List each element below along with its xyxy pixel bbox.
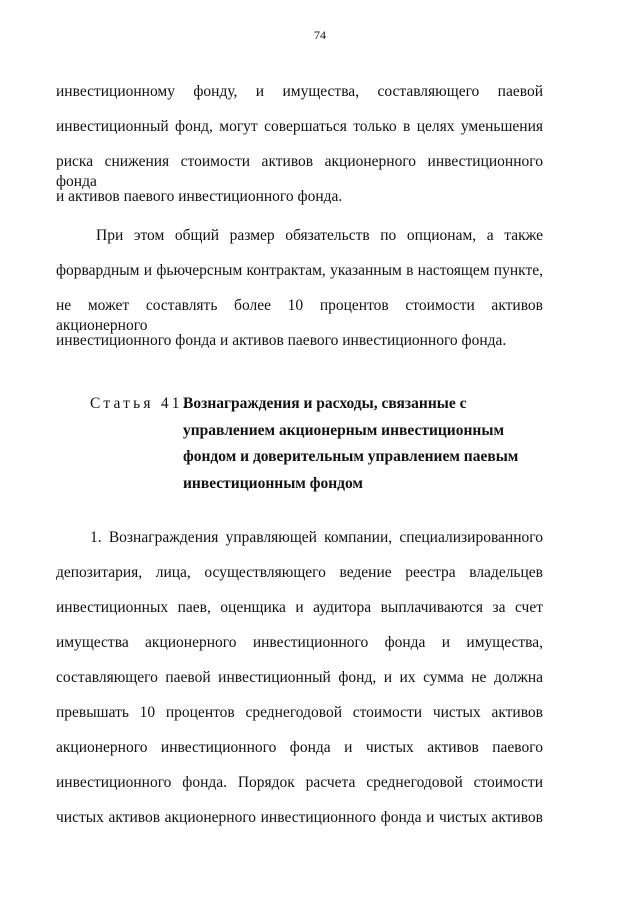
text-line: форвардным и фьючерсным контрактам, указанным в настоящем пункте, <box>56 262 543 279</box>
text-line: превышать 10 процентов среднегодовой стоимости чистых активов <box>56 704 543 721</box>
article-title-line: Вознаграждения и расходы, связанные с <box>183 395 467 412</box>
text-line: инвестиционного фонда. Порядок расчета среднегодовой стоимости <box>56 774 543 791</box>
text-line: инвестиционного фонда и активов паевого инвестиционного фонда. <box>56 332 507 349</box>
article-title-line: управлением акционерным инвестиционным <box>183 422 505 439</box>
text-line: составляющего паевой инвестиционный фонд, и их сумма не должна <box>56 669 543 686</box>
page-number: 74 <box>314 28 326 42</box>
text-line: инвестиционных паев, оценщика и аудитора выплачиваются за счет <box>56 599 543 616</box>
text-line: имущества акционерного инвестиционного фонда и имущества, <box>56 634 543 651</box>
text-line: депозитария, лица, осуществляющего ведение реестра владельцев <box>56 564 543 581</box>
article-prefix: Статья 41. <box>90 395 190 412</box>
text-line: риска снижения стоимости активов акционерного инвестиционного фонда <box>56 153 543 190</box>
text-line: инвестиционный фонд, могут совершаться только в целях уменьшения <box>56 118 543 135</box>
article-title-line: инвестиционным фондом <box>183 475 363 492</box>
text-line: чистых активов акционерного инвестиционного фонда и чистых активов <box>56 809 543 826</box>
text-line: 1. Вознаграждения управляющей компании, специализированного <box>90 529 543 546</box>
text-line: акционерного инвестиционного фонда и чистых активов паевого <box>56 739 543 756</box>
text-line: инвестиционному фонду, и имущества, составляющего паевой <box>56 83 543 100</box>
article-title-line: фондом и доверительным управлением паевым <box>183 448 519 465</box>
text-line: При этом общий размер обязательств по опционам, а также <box>96 227 543 244</box>
text-line: не может составлять более 10 процентов стоимости активов акционерного <box>56 297 543 334</box>
text-line: и активов паевого инвестиционного фонда. <box>56 188 343 205</box>
